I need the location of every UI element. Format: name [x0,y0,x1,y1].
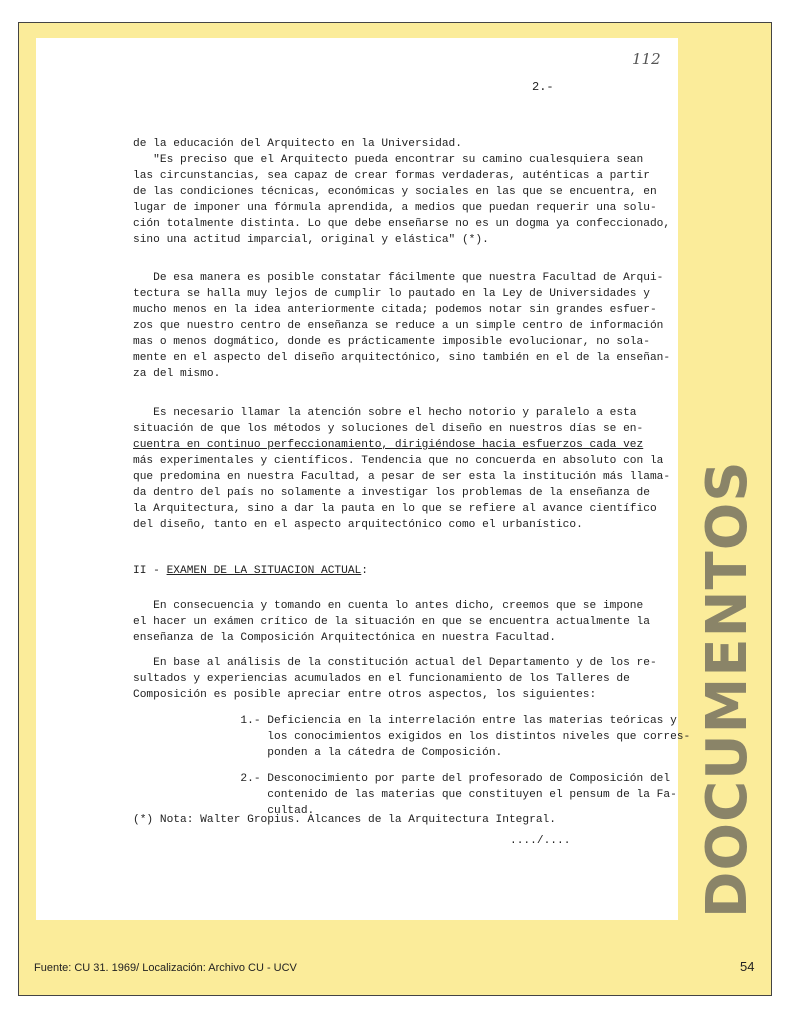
sidebar-label: DOCUMENTOS [695,460,760,918]
paragraph-1: de la educación del Arquitecto en la Universidad. "Es preciso que el Arquitecto pueda encontrar su camino cualesquiera sean las circunstancias, sea capaz de crear formas verdaderas, auténticas a partir de las condiciones técnicas, económicas y sociales en las que se encuentra, en lugar de imponer una fórmula aprendida, a medios que puedan requerir una solu- ción totalmente distinta. Lo que debe enseñarse no es un dogma ya confeccionado, sino una actitud imparcial, original y elástica" (*). [133,138,671,246]
source-caption: Fuente: CU 31. 1969/ Localización: Archivo CU - UCV [34,962,297,974]
continuation-mark: ..../.... [510,835,571,847]
paragraph-3: Es necesario llamar la atención sobre el hecho notorio y paralelo a esta situación de que los métodos y soluciones del diseño en nuestros días se en- cuentra en continuo perfeccionamiento, dirigiéndose hacia esfuerzos cada vez más experimentales y científicos. Tendencia que no concuerda en absoluto con la que predomina en nuestra Facultad, a pesar de ser esta la institución más llama- da dentro del país no solamente a investigar los problemas de la enseñanza de la Arquitectura, sino a dar la pauta en lo que se refiere al avance científico del diseño, tanto en el aspecto arquitectónico como el urbanístico. [133,407,671,531]
footer-page-number: 54 [740,959,755,974]
paragraph-2: De esa manera es posible constatar fácilmente que nuestra Facultad de Arqui- tectura se halla muy lejos de cumplir lo pautado en la Ley de Universidades y mucho menos en la idea anteriormente citada; podemos notar sin grandes esfuer- zos que nuestro centro de enseñanza se reduce a un simple centro de información mas o menos dogmático, donde es prácticamente imposible evolucionar, no sola- mente en el aspecto del diseño arquitectónico, sino también en el de la enseñan- za del mismo. [133,272,671,380]
section-paragraph-1: En consecuencia y tomando en cuenta lo antes dicho, creemos que se impone el hacer un exámen crítico de la situación en que se encuentra actualmente la enseñanza de la Composición Arquitectónica en nuestra Facultad. [133,600,650,644]
list-item: 1.- Deficiencia en la interrelación entre las materias teóricas y los conocimientos exigidos en los distintos niveles que corres- ponden a la cátedra de Composición. [133,715,691,759]
list-item: 2.- Desconocimiento por parte del profesorado de Composición del contenido de las materias que constituyen el pensum de la Fa- cultad. [133,773,677,817]
footnote: (*) Nota: Walter Gropius. Alcances de la Arquitectura Integral. [133,814,556,826]
section-paragraph-2: En base al análisis de la constitución actual del Departamento y de los re- sultados y experiencias acumulados en el funcionamiento de los Talleres de Composición es posible apreciar entre otros aspectos, los siguientes: [133,657,657,701]
document-page-number: 2.- [532,80,554,94]
handwritten-number: 112 [632,50,661,68]
section-heading: II - EXAMEN DE LA SITUACION ACTUAL: [133,565,368,577]
